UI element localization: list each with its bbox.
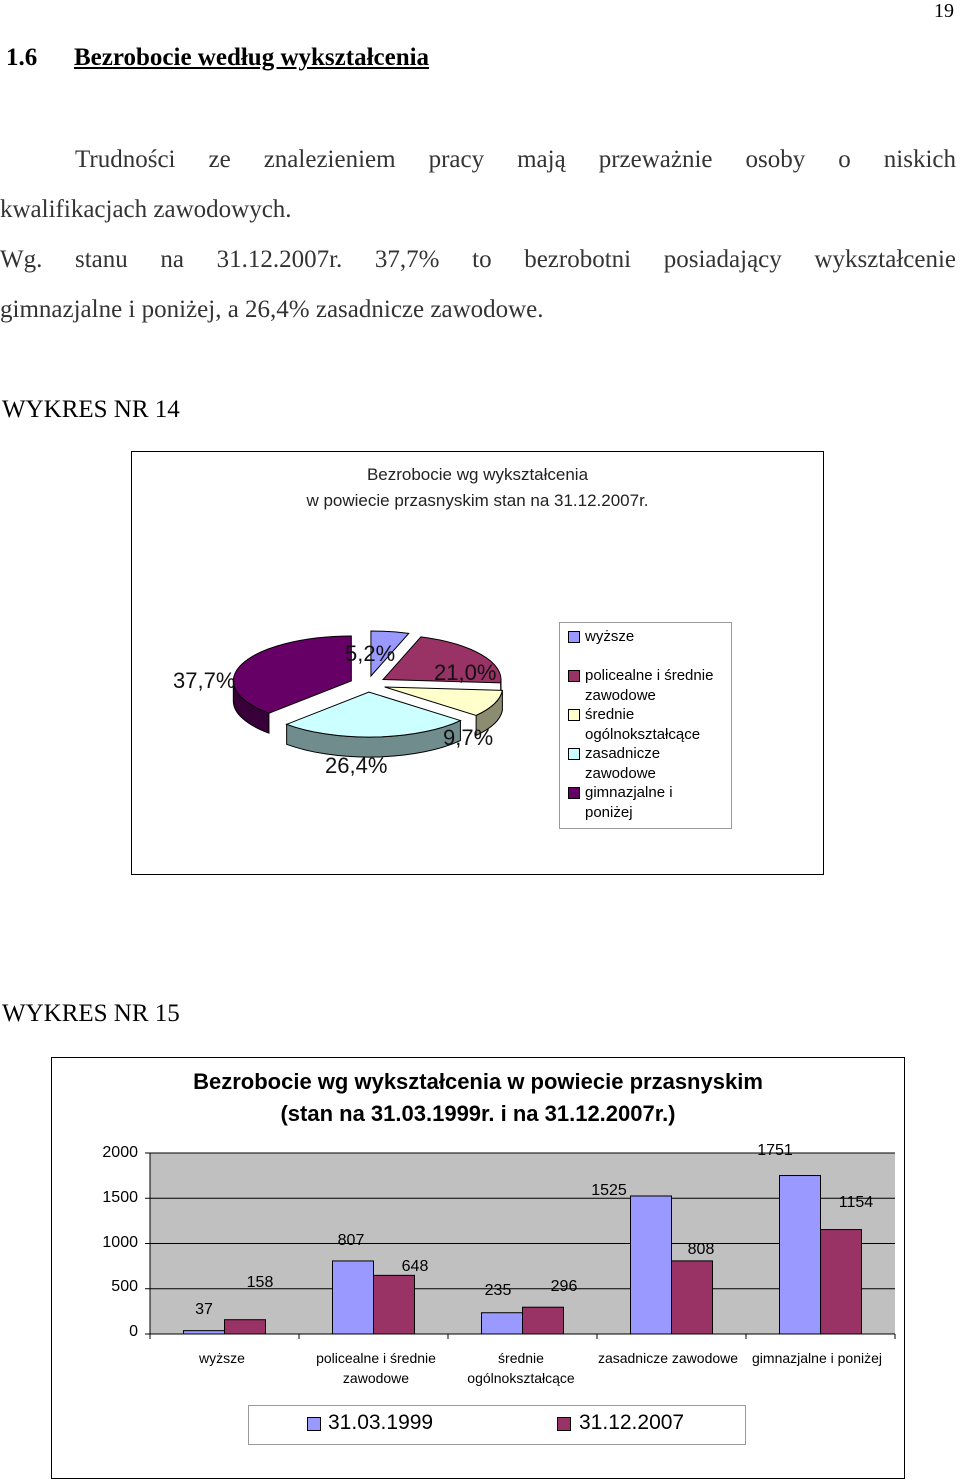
bar-gimnazjalne-31.03.1999 [780, 1176, 821, 1334]
legend-label: wyższe [585, 628, 635, 645]
paragraph-2-line-1: Wg. stanu na 31.12.2007r. 37,7% to bezrobotni posiadający wykształcenie [0, 246, 956, 273]
bar-policealne-31.12.2007 [374, 1275, 415, 1334]
paragraph-1-line-1: Trudności ze znalezieniem pracy mają przeważnie osoby o niskich [75, 146, 956, 173]
legend-swatch [568, 787, 580, 799]
paragraph-2-line-2: gimnazjalne i poniżej, a 26,4% zasadnicze zawodowe. [0, 296, 544, 323]
bar-label-gimnazjalne-1999: 1751 [757, 1142, 793, 1159]
legend-label-2: zawodowe [585, 686, 656, 704]
bar-zasadnicze-31.03.1999 [631, 1196, 672, 1334]
pie-chart-title-line-1: Bezrobocie wg wykształcenia [366, 465, 589, 484]
category-label-line-1: średnie [498, 1350, 544, 1366]
bar-srednie-31.03.1999 [482, 1313, 523, 1334]
legend-label-2: ogólnokształcące [585, 725, 701, 743]
pie-label-policealne: 21,0% [434, 660, 497, 685]
category-label-gimnazjalne [742, 1348, 892, 1368]
pie-label-gimnazjalne: 37,7% [173, 668, 236, 693]
bar-chart-title-line-1: Bezrobocie wg wykształcenia w powiecie przasnyskim [193, 1069, 763, 1094]
bar-chart-title-line-2: (stan na 31.03.1999r. i na 31.12.2007r.) [280, 1101, 676, 1126]
legend-label: gimnazjalne i [585, 784, 673, 801]
legend-label: policealne i średnie [585, 667, 714, 684]
legend-label-2007: 31.12.2007 [579, 1411, 685, 1434]
legend-label: średnie [585, 706, 635, 723]
pie-legend [559, 622, 732, 829]
legend-swatch [568, 631, 580, 643]
bar-label-policealne-2007: 648 [401, 1258, 429, 1275]
bar-label-srednie-1999: 235 [484, 1282, 512, 1299]
bar-wyzsze-31.03.1999 [184, 1331, 225, 1334]
pie-chart-area [131, 451, 824, 875]
section-title: Bezrobocie według wykształcenia [74, 44, 430, 71]
paragraph-1 [0, 135, 956, 235]
bar-label-zasadnicze-1999: 1525 [591, 1182, 627, 1199]
category-label-line-2: zawodowe [342, 1370, 410, 1386]
legend-label: zasadnicze [585, 745, 661, 762]
section-heading [6, 44, 429, 72]
category-label-line-2: ogólnokształcące [467, 1370, 575, 1386]
bar-label-wyzsze-2007: 158 [246, 1274, 274, 1291]
legend-swatch [568, 748, 580, 760]
pie-label-srednie: 9,7% [443, 725, 494, 750]
category-label-line-1: policealne i średnie [316, 1350, 436, 1366]
bar-legend [248, 1405, 746, 1445]
legend-swatch [568, 709, 580, 721]
bar-srednie-31.12.2007 [523, 1307, 564, 1334]
pie-legend-item-policealne [568, 666, 713, 705]
category-label-line-1: gimnazjalne i poniżej [752, 1350, 882, 1366]
y-tick-1500: 1500 [102, 1189, 138, 1206]
page-number: 19 [934, 0, 954, 22]
legend-label-2: poniżej [585, 803, 633, 821]
bar-label-srednie-2007: 296 [550, 1278, 578, 1295]
chart-15-label: WYKRES NR 15 [2, 1000, 180, 1027]
legend-swatch-1999 [307, 1417, 321, 1431]
y-tick-2000: 2000 [102, 1144, 138, 1161]
bar-label-zasadnicze-2007: 808 [687, 1241, 715, 1258]
section-number: 1.6 [6, 44, 38, 71]
pie-legend-item-srednie [568, 705, 700, 744]
category-label-wyzsze [162, 1348, 282, 1368]
bar-label-policealne-1999: 807 [337, 1232, 365, 1249]
category-label-zasadnicze [593, 1348, 743, 1368]
legend-swatch-2007 [557, 1417, 571, 1431]
pie-label-wyzsze: 5,2% [345, 641, 396, 666]
bar-policealne-31.03.1999 [333, 1261, 374, 1334]
bar-wyzsze-31.12.2007 [225, 1320, 266, 1334]
legend-label-2: zawodowe [585, 764, 656, 782]
y-tick-1000: 1000 [102, 1234, 138, 1251]
pie-slice-gimnazjalne [233, 636, 351, 713]
category-label-srednie [456, 1348, 586, 1388]
pie-legend-item-gimnazjalne [568, 783, 673, 822]
chart-14-label: WYKRES NR 14 [2, 396, 180, 423]
legend-swatch [568, 670, 580, 682]
pie-chart-title-line-2: w powiecie przasnyskim stan na 31.12.2007r. [306, 491, 649, 510]
pie-legend-item-zasadnicze [568, 744, 660, 783]
paragraph-2 [0, 235, 956, 335]
category-label-policealne [296, 1348, 456, 1388]
pie-label-zasadnicze: 26,4% [325, 753, 388, 778]
pie-legend-item-wyzsze [568, 627, 634, 647]
bar-label-wyzsze-1999: 37 [195, 1301, 213, 1318]
bar-gimnazjalne-31.12.2007 [821, 1230, 862, 1334]
category-label-line-1: wyższe [199, 1350, 245, 1366]
bar-zasadnicze-31.12.2007 [672, 1261, 713, 1334]
paragraph-1-line-2: kwalifikacjach zawodowych. [0, 196, 292, 223]
legend-label-1999: 31.03.1999 [328, 1411, 434, 1434]
y-tick-500: 500 [111, 1278, 138, 1295]
bar-chart-area [51, 1057, 905, 1479]
bar-label-gimnazjalne-2007: 1154 [838, 1194, 874, 1211]
category-label-line-1: zasadnicze zawodowe [597, 1350, 739, 1366]
y-tick-0: 0 [129, 1323, 138, 1340]
